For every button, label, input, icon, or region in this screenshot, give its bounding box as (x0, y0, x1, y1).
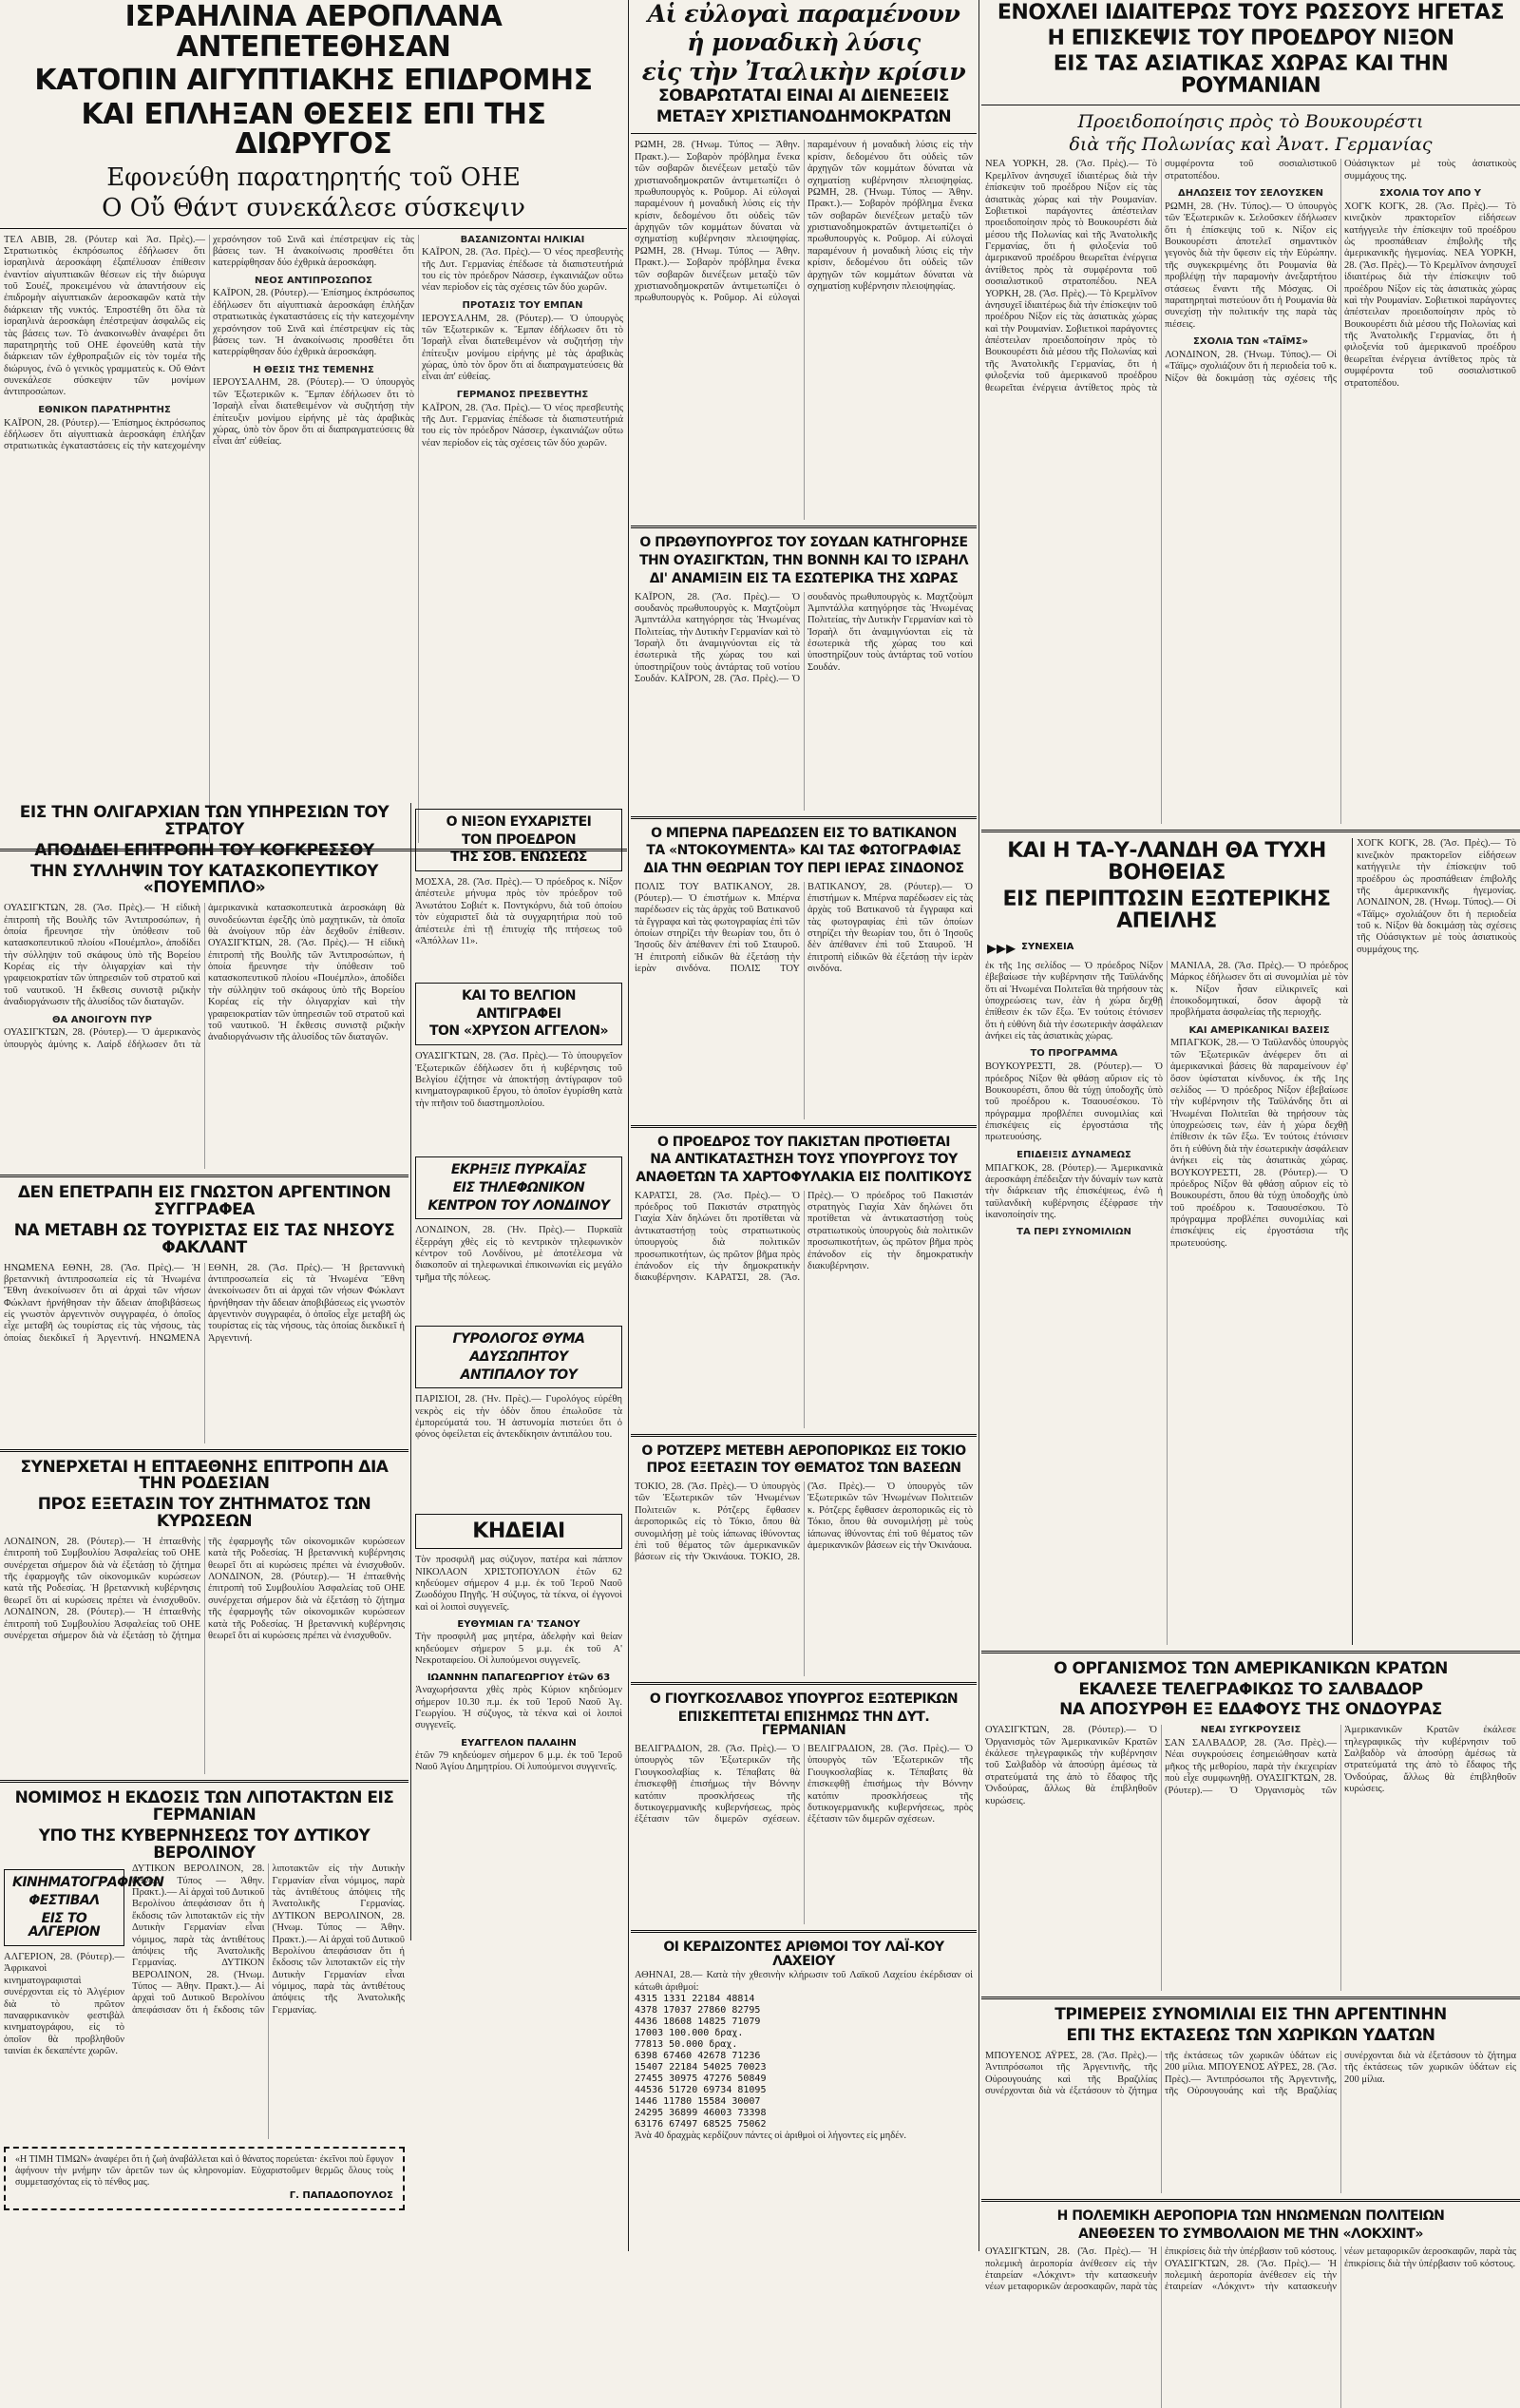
subheadline-italy-2: ΜΕΤΑΞΥ ΧΡΙΣΤΙΑΝΟΔΗΜΟΚΡΑΤΩΝ (656, 106, 952, 126)
column-italy (631, 0, 977, 2251)
headline-thailand-1: ΚΑΙ Η ΤΑ-Υ-ΛΑΝΔΗ ΘΑ ΤΥΧΗ ΒΟΗΘΕΙΑΣ (1007, 839, 1326, 886)
article-sudan-body (635, 592, 973, 811)
article-tokyo-text: ΤΟΚΙΟ, 28. (Ἄσ. Πρὲς).— Ὁ ὑπουργὸς τῶν Ἐξωτερικῶν τῶν Ἡνωμένων Πολιτειῶν κ. Ρότζερς ἔφθασεν ἀεροπορικῶς εἰς τὸ Τόκιο, ὅπου θὰ συνομιλήσῃ μὲ τοὺς ἰάπωνας ἰθύνοντας ἐπὶ τοῦ θέματος τῶν ἀμερικανικῶν βάσεων εἰς τὴν Ὀκινάουα. (635, 1481, 800, 1563)
lottery-note: Ἀνὰ 40 δραχμὰς κερδίζουν πάντες οἱ ἀριθμοὶ οἱ λήγοντες εἰς μηδέν. (635, 2131, 907, 2142)
article-apoy-text: ΧΟΓΚ ΚΟΓΚ, 28. (Ἄσ. Πρὲς).— Τὸ κινεζικὸν πρακτορεῖον εἰδήσεων κατήγγειλε τὴν ἐπίσκεψιν τοῦ προέδρου ὡς προσπάθειαν ἐπιβολῆς τῆς ἀμερικανικῆς ἡγεμονίας. (1344, 201, 1516, 259)
brief-belgium-body: ΟΥΑΣΙΓΚΤΩΝ, 28. (Ἄσ. Πρὲς).— Τὸ ὑπουργεῖον Ἐξωτερικῶν ἐδήλωσεν ὅτι ἡ κυβέρνησις τοῦ Βελγίου ἐζήτησε νὰ ἀποκτήσῃ ἀντίγραφον τοῦ κινηματογραφικοῦ ἔργου, τὸ ὁποῖον ἐγυρίσθη κατὰ τὴν πτῆσιν τοῦ διαστημοπλοίου. (415, 1051, 622, 1109)
article-seluschen-text: ΡΩΜΗ, 28. (Ἠν. Τύπος).— Ὁ ὑπουργὸς τῶν Ἐξωτερικῶν κ. Σελοῦσκεν ἐδήλωσεν ὅτι ἡ ἐπίσκεψις τοῦ κ. Νίξον εἰς Βουκουρέστι ἀποτελεῖ σημαντικὸν γεγονὸς διὰ τὴν ὕφεσιν εἰς τὴν Εὐρώπην. (1165, 201, 1337, 259)
article-israel-p3b: ΙΕΡΟΥΣΑΛΗΜ, 28. (Ρόυτερ).— Ὁ ὑπουργὸς τῶν Ἐξωτερικῶν κ. Ἔμπαν ἐδήλωσεν ὅτι τὸ Ἰσραὴλ εἶναι διατεθειμένον νὰ συζητήσῃ τὴν ἐπίτευξιν μονίμου εἰρήνης μὲ τὰς ἀραβικὰς χώρας, ὑπὸ τὸν ὅρον ὅτι αἱ διαπραγματεύσεις θὰ εἶναι ἀπ' εὐθείας. (213, 377, 414, 448)
article-waters-body (985, 2051, 1516, 2193)
brief-nixon-title-1: Ο ΝΙΞΟΝ ΕΥΧΑΡΙΣΤΕΙ (446, 814, 592, 830)
headline-sudan-2: ΤΗΝ ΟΥΑΣΙΓΚΤΩΝ, ΤΗΝ ΒΟΝΝΗ ΚΑΙ ΤΟ ΙΣΡΑΗΛ (638, 553, 969, 569)
continuation-label: ΣΥΝΕΧΕΙΑ (1021, 942, 1074, 953)
lottery-row: 15407 22184 54025 70023 (635, 2062, 767, 2074)
subhead-talks: ΤΑ ΠΕΡΙ ΣΥΝΟΜΙΛΙΩΝ (1016, 1227, 1131, 1238)
brief-belgium-title-2: ΑΝΤΙΓΡΑΦΕΙ (476, 1005, 561, 1022)
memorial-notice (4, 2147, 405, 2209)
lottery-row: 4315 1331 22184 48814 (635, 1994, 755, 2005)
article-italy-body (635, 140, 973, 520)
festival-box (4, 1869, 164, 1946)
headline-nixon-1: ΕΝΟΧΛΕΙ ΙΔΙΑΙΤΕΡΩΣ ΤΟΥΣ ΡΩΣΣΟΥΣ ΗΓΕΤΑΣ (997, 1, 1505, 25)
headline-yugo-1: Ο ΓΙΟΥΓΚΟΣΛΑΒΟΣ ΥΠΟΥΡΓΟΣ ΕΞΩΤΕΡΙΚΩΝ (649, 1691, 959, 1707)
article-vatican-body (635, 882, 973, 1119)
headline-italy-3: εἰς τὴν Ἰταλικὴν κρίσιν (641, 57, 966, 86)
article-waters-text: ΜΠΟΥΕΝΟΣ ΑΫΡΕΣ, 28. (Ἄσ. Πρὲς).— Ἀντιπρόσωποι τῆς Ἀργεντινῆς, τῆς Οὐρουγουάης καὶ τῆς Βραζιλίας συνέρχονται διὰ νὰ ἐξετάσουν τὸ ζήτημα τῆς ἐκτάσεως τῶν χωρικῶν ὑδάτων εἰς 200 μίλια. (985, 2050, 1337, 2097)
article-israel-p4: ΚΑΪΡΟΝ, 28. (Ἄσ. Πρὲς).— Ὁ νέος πρεσβευτὴς τῆς Δυτ. Γερμανίας ἐπέδωσε τὰ διαπιστευτήριά του εἰς τὸν πρόεδρον Νάσσερ, ἐγκαινιάζων οὕτω νέαν περίοδον εἰς τὰς σχέσεις τῶν δύο χωρῶν. (422, 402, 623, 449)
headline-germans-2: ΥΠΟ ΤΗΣ ΚΥΒΕΡΝΗΣΕΩΣ ΤΟΥ ΔΥΤΙΚΟΥ ΒΕΡΟΛΙΝΟΥ (38, 1825, 370, 1863)
brief-nixon-body: ΜΟΣΧΑ, 28. (Ἄσ. Πρὲς).— Ὁ πρόεδρος κ. Νίξον ἀπέστειλε μήνυμα πρὸς τὸν πρόεδρον τοῦ Ἀνωτάτου Σοβιέτ κ. Ποντγκόρνυ, διὰ τοῦ ὁποίου τὸν εὐχαριστεῖ διὰ τὰ συγχαρητήρια ποὺ τοῦ ἀπέστειλε ἐπὶ τῇ ἐπιτυχίᾳ τῆς πτήσεως τοῦ «Ἀπόλλων 11». (415, 877, 622, 946)
brief-nixon-title-2: ΤΟΝ ΠΡΟΕΔΡΟΝ (461, 831, 577, 848)
article-israel-p4b: ΚΑΪΡΟΝ, 28. (Ἄσ. Πρὲς).— Ὁ νέος πρεσβευτὴς τῆς Δυτ. Γερμανίας ἐπέδωσε τὰ διαπιστευτήριά του εἰς τὸν πρόεδρον Νάσσερ, ἐγκαινιάζων οὕτω νέαν περίοδον εἰς τὰς σχέσεις τῶν δύο χωρῶν. (422, 247, 623, 294)
brief-peddler-body: ΠΑΡΙΣΙΟΙ, 28. (Ἠν. Πρὲς).— Γυρολόγος εὑρέθη νεκρὸς εἰς τὴν ὁδὸν ὅπου ἐπωλοῦσε τὰ ἐμπορεύματά του. Ἡ ἀστυνομία πιστεύει ὅτι ὁ φόνος ὀφείλεται εἰς ἀντεκδίκησιν ἀντιπάλου του. (415, 1394, 622, 1441)
headline-oas-1: Ο ΟΡΓΑΝΙΣΜΟΣ ΤΩΝ ΑΜΕΡΙΚΑΝΙΚΩΝ ΚΡΑΤΩΝ (1054, 1658, 1448, 1678)
article-yugo-text-2: ΒΕΛΙΓΡΑΔΙΟΝ, 28. (Ἄσ. Πρὲς).— Ὁ ὑπουργὸς τῶν Ἐξωτερικῶν τῆς Γιουγκοσλαβίας κ. Τέπαβατς θὰ ἐπισκεφθῇ ἐπισήμως τὴν Βόννην κατόπιν προσκλήσεως τῆς δυτικογερμανικῆς κυβερνήσεως, πρὸς ἐξέτασιν τῶν διμερῶν σχέσεων. (808, 1744, 973, 1825)
article-israel-p2: ΚΑΪΡΟΝ, 28. (Ρόυτερ).— Ἐπίσημος ἐκπρόσωπος ἐδήλωσεν ὅτι αἰγυπτιακὰ ἀεροσκάφη ἐπλήξαν στρατιωτικὰς ἐγκαταστάσεις εἰς τὴν κατεχομένην χερσόνησον τοῦ Σινᾶ καὶ ἐπέστρεψαν εἰς τὰς βάσεις των. Ἡ ἀνακοίνωσις προσθέτει ὅτι κατερρίφθησαν δύο ἐχθρικὰ ἀεροσκάφη. (4, 234, 414, 452)
article-waters-text-2: ΜΠΟΥΕΝΟΣ ΑΫΡΕΣ, 28. (Ἄσ. Πρὲς).— Ἀντιπρόσωποι τῆς Ἀργεντινῆς, τῆς Οὐρουγουάης καὶ τῆς Βραζιλίας συνέρχονται διὰ νὰ ἐξετάσουν τὸ ζήτημα τῆς ἐκτάσεως τῶν χωρικῶν ὑδάτων εἰς 200 μίλια. (1165, 2050, 1516, 2097)
lottery-intro: ΑΘΗΝΑΙ, 28.— Κατὰ τὴν χθεσινὴν κλήρωσιν τοῦ Λαϊκοῦ Λαχείου ἐκέρδισαν οἱ κάτωθι ἀριθμοί: (635, 1970, 973, 1993)
deck-israel-1: Εφονεύθη παρατηρητής τοῦ ΟΗΕ (106, 162, 521, 192)
article-oas-text-2: ΟΥΑΣΙΓΚΤΩΝ, 28. (Ρόυτερ).— Ὁ Ὀργανισμὸς τῶν Ἀμερικανικῶν Κρατῶν ἐκάλεσε τηλεγραφικῶς τὴν κυβέρνησιν τοῦ Σαλβαδὸρ νὰ ἀποσύρῃ ἀμέσως τὰ στρατεύματά της ἀπὸ τὸ ἔδαφος τῆς Ὀνδούρας, ἄλλως θὰ ἐπιβληθοῦν κυρώσεις. (1165, 1725, 1516, 1796)
article-oas-text: ΟΥΑΣΙΓΚΤΩΝ, 28. (Ρόυτερ).— Ὁ Ὀργανισμὸς τῶν Ἀμερικανικῶν Κρατῶν ἐκάλεσε τηλεγραφικῶς τὴν κυβέρνησιν τοῦ Σαλβαδὸρ νὰ ἀποσύρῃ ἀμέσως τὰ στρατεύματά της ἀπὸ τὸ ἔδαφος τῆς Ὀνδούρας, ἄλλως θὰ ἐπιβληθοῦν κυρώσεις. (985, 1725, 1157, 1806)
article-israel-body (4, 235, 623, 843)
article-sudan-text-2: ΚΑΪΡΟΝ, 28. (Ἄσ. Πρὲς).— Ὁ σουδανὸς πρωθυπουργὸς κ. Μαχτζοὺμπ Ἀμπντάλλα κατηγόρησε τὰς Ἡνωμένας Πολιτείας, τὴν Δυτικὴν Γερμανίαν καὶ τὸ Ἰσραὴλ ὅτι ἀναμιγνύονται εἰς τὰ ἐσωτερικὰ τῆς χώρας του καὶ ὑποστηρίζουν τοὺς ἀντάρτας τοῦ νοτίου Σουδάν. (670, 591, 973, 685)
headline-germans-1: ΝΟΜΙΜΟΣ Η ΕΚΔΟΣΙΣ ΤΩΝ ΛΙΠΟΤΑΚΤΩΝ ΕΙΣ ΓΕΡΜΑΝΙΑΝ (14, 1787, 394, 1825)
deck-nixon-2: διὰ τῆς Πολωνίας καὶ Ἀνατ. Γερμανίας (1069, 134, 1433, 156)
column-israel (0, 0, 627, 2251)
headline-oas-2: ΕΚΑΛΕΣΕ ΤΕΛΕΓΡΑΦΙΚΩΣ ΤΟ ΣΑΛΒΑΔΟΡ (1078, 1679, 1423, 1699)
article-germans-text-3: ΔΥΤΙΚΟΝ ΒΕΡΟΛΙΝΟΝ, 28. (Ἠνωμ. Τύπος — Ἀθην. Πρακτ.).— Αἱ ἀρχαὶ τοῦ Δυτικοῦ Βερολίνου ἀπεφάσισαν ὅτι ἡ ἔκδοσις τῶν λιποτακτῶν εἰς τὴν Δυτικὴν Γερμανίαν εἶναι νόμιμος, παρὰ τὰς ἀντιθέτους ἀπόψεις τῆς Ἀνατολικῆς Γερμανίας. (272, 1910, 405, 2016)
headline-sudan-1: Ο ΠΡΩΘΥΠΟΥΡΓΟΣ ΤΟΥ ΣΟΥΔΑΝ ΚΑΤΗΓΟΡΗΣΕ (639, 535, 968, 551)
brief-belgium-title-3: ΤΟΝ «ΧΡΥΣΟΝ ΑΓΓΕΛΟΝ» (428, 1023, 609, 1040)
lottery-row: 44536 51720 69734 81095 (635, 2085, 767, 2096)
headline-israel-line3: ΚΑΙ ΕΠΛΗΞΑΝ ΘΕΣΕΙΣ ΕΠΙ ΤΗΣ ΔΙΩΡΥΓΟΣ (81, 97, 546, 161)
headline-lockheed-1: Η ΠΟΛΕΜΙΚΗ ΑΕΡΟΠΟΡΙΑ ΤΩΝ ΗΝΩΜΕΝΩΝ ΠΟΛΙΤΕΙΩΝ (1056, 2207, 1445, 2224)
subhead-tortures: ΒΑΣΑΝΙΖΟΝΤΑΙ ΗΛΙΚΙΑΙ (460, 234, 585, 245)
article-vatican-text-2: ΠΟΛΙΣ ΤΟΥ ΒΑΤΙΚΑΝΟΥ, 28. (Ρόυτερ).— Ὁ ἐπιστήμων κ. Μπέρνα παρέδωσεν εἰς τὰς ἀρχὰς τοῦ Βατικανοῦ τὰ ἔγγραφα καὶ τὰς φωτογραφίας ἐπὶ τῶν ὁποίων στηρίζει τὴν θεωρίαν του, ὅτι ὁ Ἰησοῦς δὲν ἀπέθανεν ἐπὶ τοῦ Σταυροῦ. Ἡ ἐπιτροπὴ εἰδικῶν θὰ ἐξετάσῃ τὴν ἱερὰν σινδόνα. (730, 881, 973, 975)
brief-nixon-box (415, 809, 622, 871)
headline-rhodesia-2: ΠΡΟΣ ΕΞΕΤΑΣΙΝ ΤΟΥ ΖΗΤΗΜΑΤΟΣ ΤΩΝ ΚΥΡΩΣΕΩΝ (37, 1495, 371, 1532)
headline-waters-2: ΕΠΙ ΤΗΣ ΕΚΤΑΣΕΩΣ ΤΩΝ ΧΩΡΙΚΩΝ ΥΔΑΤΩΝ (1066, 2026, 1435, 2046)
article-israel-p3: ΙΕΡΟΥΣΑΛΗΜ, 28. (Ρόυτερ).— Ὁ ὑπουργὸς τῶν Ἐξωτερικῶν κ. Ἔμπαν ἐδήλωσεν ὅτι τὸ Ἰσραὴλ εἶναι διατεθειμένον νὰ συζητήσῃ τὴν ἐπίτευξιν μονίμου εἰρήνης μὲ τὰς ἀραβικὰς χώρας, ὑπὸ τὸν ὅρον ὅτι αἱ διαπραγματεύσεις θὰ εἶναι ἀπ' εὐθείας. (422, 313, 623, 383)
article-vatican-text: ΠΟΛΙΣ ΤΟΥ ΒΑΤΙΚΑΝΟΥ, 28. (Ρόυτερ).— Ὁ ἐπιστήμων κ. Μπέρνα παρέδωσεν εἰς τὰς ἀρχὰς τοῦ Βατικανοῦ τὰ ἔγγραφα καὶ τὰς φωτογραφίας ἐπὶ τῶν ὁποίων στηρίζει τὴν θεωρίαν του, ὅτι ὁ Ἰησοῦς δὲν ἀπέθανεν ἐπὶ τοῦ Σταυροῦ. Ἡ ἐπιτροπὴ εἰδικῶν θὰ ἐξετάσῃ τὴν ἱερὰν σινδόνα. (635, 881, 800, 975)
headline-lottery: ΟΙ ΚΕΡΔΙΖΟΝΤΕΣ ΑΡΙΘΜΟΙ ΤΟΥ ΛΑΪ-ΚΟΥ ΛΑΧΕΙΟΥ (663, 1940, 944, 1969)
article-oas-body (985, 1725, 1516, 1991)
headline-thailand-2: ΕΙΣ ΠΕΡΙΠΤΩΣΙΝ ΕΞΩΤΕΡΙΚΗΣ ΑΠΕΙΛΗΣ (1002, 887, 1331, 933)
lottery-row: 24295 36899 46003 73398 (635, 2108, 767, 2119)
lottery-row: 27455 30975 47276 50849 (635, 2074, 767, 2085)
subhead-clashes: ΝΕΑΙ ΣΥΓΚΡΟΥΣΕΙΣ (1200, 1725, 1302, 1736)
brief-peddler-title-3: ΑΝΤΙΠΑΛΟΥ ΤΟΥ (460, 1366, 578, 1383)
lottery-row: 4436 18608 14825 71079 (635, 2016, 761, 2028)
brief-fire-title-1: ΕΚΡΗΞΙΣ ΠΥΡΚΑΪΑΣ (450, 1162, 587, 1178)
festival-title-2: ΦΕΣΤΙΒΑΛ (28, 1893, 100, 1909)
lottery-row: 6398 67460 42678 71236 (635, 2051, 761, 2062)
subhead-forces: ΕΠΙΔΕΙΞΙΣ ΔΥΝΑΜΕΩΣ (1016, 1149, 1131, 1160)
headline-waters-1: ΤΡΙΜΕΡΕΙΣ ΣΥΝΟΜΙΛΙΑΙ ΕΙΣ ΤΗΝ ΑΡΓΕΝΤΙΝΗΝ (1054, 2005, 1447, 2025)
article-lockheed-text-2: ΟΥΑΣΙΓΚΤΩΝ, 28. (Ἄσ. Πρὲς).— Ἡ πολεμικὴ ἀεροπορία ἀνέθεσεν εἰς τὴν ἑταιρείαν «Λόκχιντ» τὴν κατασκευὴν νέων μεταφορικῶν ἀεροσκαφῶν, παρὰ τὰς ἐπικρίσεις διὰ τὴν ὑπέρβασιν τοῦ κόστους. (1165, 2246, 1516, 2293)
festival-title-3: ΕΙΣ ΤΟ ΑΛΓΕΡΙΟΝ (28, 1910, 101, 1940)
headline-argentine-1: ΔΕΝ ΕΠΕΤΡΑΠΗ ΕΙΣ ΓΝΩΣΤΟΝ ΑΡΓΕΝΤΙΝΟΝ ΣΥΓΓΡΑΦΕΑ (17, 1183, 391, 1220)
article-pakistan-text-2: ΚΑΡΑΤΣΙ, 28. (Ἄσ. Πρὲς).— Ὁ πρόεδρος τοῦ Πακιστάν στρατηγὸς Γιαχία Χὰν δηλώνει ὅτι προτίθεται νὰ ἀντικαταστήσῃ τοὺς στρατιωτικοὺς ὑπουργοὺς διὰ πολιτικῶν προσωπικοτήτων, ὡς πρῶτον βῆμα πρὸς ἐπάνοδον εἰς τὴν δημοκρατικὴν διακυβέρνησιν. (706, 1190, 973, 1284)
subhead-new-representative: ΝΕΟΣ ΑΝΤΙΠΡΟΣΩΠΟΣ (255, 275, 372, 286)
article-times-text: ΛΟΝΔΙΝΟΝ, 28. (Ἠνωμ. Τύπος).— Οἱ «Τάϊμς» σχολιάζουν ὅτι ἡ περιοδεία τοῦ κ. Νίξον θὰ δοκιμάσῃ τὰς σχέσεις τῆς Οὐάσιγκτων μὲ τοὺς ἀσιατικοὺς συμμάχους της. (1165, 159, 1516, 384)
lottery-row: 77813 50.000 δραχ. (635, 2039, 738, 2051)
article-lockheed-text: ΟΥΑΣΙΓΚΤΩΝ, 28. (Ἄσ. Πρὲς).— Ἡ πολεμικὴ ἀεροπορία ἀνέθεσεν εἰς τὴν ἑταιρείαν «Λόκχιντ» τὴν κατασκευὴν νέων μεταφορικῶν ἀεροσκαφῶν, παρὰ τὰς ἐπικρίσεις διὰ τὴν ὑπέρβασιν τοῦ κόστους. (985, 2246, 1337, 2293)
article-germans-text-2: ΔΥΤΙΚΟΝ ΒΕΡΟΛΙΝΟΝ, 28. (Ἠνωμ. Τύπος — Ἀθην. Πρακτ.).— Αἱ ἀρχαὶ τοῦ Δυτικοῦ Βερολίνου ἀπεφάσισαν ὅτι ἡ ἔκδοσις τῶν λιποτακτῶν εἰς τὴν Δυτικὴν Γερμανίαν εἶναι νόμιμος, παρὰ τὰς ἀντιθέτους ἀπόψεις τῆς Ἀνατολικῆς Γερμανίας. (132, 1863, 405, 2016)
headline-israel-line2: ΚΑΤΟΠΙΝ ΑΙΓΥΠΤΙΑΚΗΣ ΕΠΙΔΡΟΜΗΣ (34, 64, 593, 97)
article-yugo-text: ΒΕΛΙΓΡΑΔΙΟΝ, 28. (Ἄσ. Πρὲς).— Ὁ ὑπουργὸς τῶν Ἐξωτερικῶν τῆς Γιουγκοσλαβίας κ. Τέπαβατς θὰ ἐπισκεφθῇ ἐπισήμως τὴν Βόννην κατόπιν προσκλήσεως τῆς δυτικογερμανικῆς κυβερνήσεως, πρὸς ἐξέτασιν τῶν διμερῶν σχέσεων. (635, 1744, 800, 1825)
headline-nixon-3: ΕΙΣ ΤΑΣ ΑΣΙΑΤΙΚΑΣ ΧΩΡΑΣ ΚΑΙ ΤΗΝ ΡΟΥΜΑΝΙΑΝ (1053, 52, 1449, 99)
article-col5a-text: τῆς συγκεκριμένης ὅτι Ρουμανία θὰ προβλέψῃ τὴν παραμονὴν ἀνεξαρτήτου στάσεως ἔναντι τῆς Μόσχας. Οἱ παρατηρηταὶ πιστεύουν ὅτι ἡ Ρουμανία θὰ συνεχίσῃ τὴν πολιτικήν της παρὰ τὰς πιέσεις. (1165, 259, 1337, 330)
headline-tokyo-1: Ο ΡΟΤΖΕΡΣ ΜΕΤΕΒΗ ΑΕΡΟΠΟΡΙΚΩΣ ΕΙΣ ΤΟΚΙΟ (641, 1443, 966, 1459)
article-rhodesia-text-3: ΛΟΝΔΙΝΟΝ, 28. (Ρόυτερ).— Ἡ ἐπταεθνὴς ἐπιτροπὴ τοῦ Συμβουλίου Ἀσφαλείας τοῦ ΟΗΕ συνέρχεται σήμερον διὰ νὰ ἐξετάσῃ τὸ ζήτημα τῆς ἐφαρμογῆς τῶν οἰκονομικῶν κυρώσεων κατὰ τῆς Ροδεσίας. Ἡ βρεταννικὴ κυβέρνησις θεωρεῖ ὅτι αἱ κυρώσεις πρέπει νὰ ἐνισχυθοῦν. (208, 1572, 405, 1641)
festival-title-1: ΚΙΝΗΜΑΤΟΓΡΑΦΙΚΟΝ (12, 1875, 164, 1891)
subheadline-italy-1: ΣΟΒΑΡΩΤΑΤΑΙ ΕΙΝΑΙ ΑΙ ΔΙΕΝΕΞΕΙΣ (657, 86, 950, 105)
article-italy-text-2: ΡΩΜΗ, 28. (Ἠνωμ. Τύπος — Ἀθην. Πρακτ.).— Σοβαρὸν πρόβλημα ἔνεκα τῶν σοβαρῶν διενέξεων μεταξὺ τῶν χριστιανοδημοκρατῶν ἀντιμετωπίζει ὁ πρωθυπουργὸς κ. Ροῦμορ. Αἱ εὐλογαὶ παραμένουν ἡ μοναδικὴ λύσις εἰς τὴν κρίσιν, δεδομένου ὅτι οὐδεὶς τῶν ἀρχηγῶν τῶν κομμάτων δύναται νὰ σχηματίσῃ κυβέρνησιν πλειοψηφίας. (635, 140, 973, 304)
lottery-table (635, 1994, 973, 2131)
subhead-open-fire: ΘΑ ΑΝΟΙΓΟΥΝ ΠΥΡ (52, 1014, 152, 1025)
column-nixon (981, 0, 1520, 2293)
article-israel-p2b: ΚΑΪΡΟΝ, 28. (Ρόυτερ).— Ἐπίσημος ἐκπρόσωπος ἐδήλωσεν ὅτι αἰγυπτιακὰ ἀεροσκάφη ἐπλήξαν στρατιωτικὰς ἐγκαταστάσεις εἰς τὴν κατεχομένην χερσόνησον τοῦ Σινᾶ καὶ ἐπέστρεψαν εἰς τὰς βάσεις των. Ἡ ἀνακοίνωσις προσθέτει ὅτι κατερρίφθησαν δύο ἐχθρικὰ ἀεροσκάφη. (213, 288, 414, 358)
subhead-observer: ΕΘΝΙΚΟΝ ΠΑΡΑΤΗΡΗΤΗΣ (38, 404, 171, 415)
brief-fire-title-2: ΕΙΣ ΤΗΛΕΦΩΝΙΚΟΝ (452, 1179, 585, 1195)
article-yugo-body (635, 1744, 973, 1924)
lottery-row: 4378 17037 27860 82795 (635, 2005, 761, 2016)
brief-nixon-title-3: ΤΗΣ ΣΟΒ. ΕΝΩΣΕΩΣ (450, 850, 587, 866)
article-bases-text: ΜΠΑΓΚΟΚ, 28.— Ὁ Ταϋλανδὸς ὑπουργὸς τῶν Ἐξωτερικῶν ἀνέφερεν ὅτι αἱ ἀμερικανικαὶ βάσεις θὰ παραμείνουν ἐφ' ὅσον ὑφίσταται κίνδυνος. (1170, 1038, 1348, 1084)
article-germans-body (132, 1863, 405, 2139)
festival-body: ΑΛΓΕΡΙΟΝ, 28. (Ρόυτερ).— Ἀφρικανοὶ κινηματογραφισταὶ συνέρχονται εἰς τὸ Ἀλγέριον διὰ τὸ πρῶτον παναφρικανικὸν φεστιβὰλ κινηματογράφου, εἰς τὸ ὁποῖον θὰ προβληθοῦν ταινίαι ἐκ δεκαπέντε χωρῶν. (4, 1952, 124, 2057)
article-program-text-2: ΒΟΥΚΟΥΡΕΣΤΙ, 28. (Ρόυτερ).— Ὁ πρόεδρος Νίξον θὰ φθάσῃ αὔριον εἰς τὸ Βουκουρέστι, ὅπου θὰ τύχῃ ὑποδοχῆς ὑπὸ τοῦ προέδρου κ. Τσαουσέσκου. Τὸ πρόγραμμα προβλέπει συνομιλίας καὶ ἐπισκέψεις εἰς ἐργοστάσια τῆς πρωτευούσης. (1170, 1167, 1348, 1249)
funeral-1: Τὸν προσφιλῆ μας σύζυγον, πατέρα καὶ πάππον ΝΙΚΟΛΑΟΝ ΧΡΙΣΤΟΠΟΥΛΟΝ ἐτῶν 62 κηδεύομεν σήμερον 4 μ.μ. ἐκ τοῦ Ἱεροῦ Ναοῦ Ζωοδόχου Πηγῆς. Ἡ σύζυγος, τὰ τέκνα, οἱ ἐγγονοὶ καὶ οἱ λοιποὶ συγγενεῖς. (415, 1555, 622, 1613)
subhead-german-ambassador: ΓΕΡΜΑΝΟΣ ΠΡΕΣΒΕΥΤΗΣ (456, 389, 589, 400)
headline-lockheed-2: ΑΝΕΘΕΣΕΝ ΤΟ ΣΥΜΒΟΛΑΙΟΝ ΜΕ ΤΗΝ «ΛΟΚΧΙΝΤ» (1078, 2226, 1423, 2242)
headline-pakistan-1: Ο ΠΡΟΕΔΡΟΣ ΤΟΥ ΠΑΚΙΣΤΑΝ ΠΡΟΤΙΘΕΤΑΙ (657, 1134, 950, 1150)
headline-italy-1: Αἱ εὐλογαὶ παραμένουν (647, 0, 960, 28)
article-pakistan-body (635, 1191, 973, 1428)
headline-rhodesia-1: ΣΥΝΕΡΧΕΤΑΙ Η ΕΠΤΑΕΘΝΗΣ ΕΠΙΤΡΟΠΗ ΔΙΑ ΤΗΝ ΡΟΔΕΣΙΑΝ (20, 1457, 389, 1494)
funeral-4: ἐτῶν 79 κηδεύομεν σήμερον 6 μ.μ. ἐκ τοῦ Ἱεροῦ Ναοῦ Ἁγίου Δημητρίου. Οἱ λυπούμενοι συγγενεῖς. (415, 1749, 622, 1773)
article-nixon-text-3: ΝΕΑ ΥΟΡΚΗ, 28. (Ἄσ. Πρὲς).— Τὸ Κρεμλῖνον ἀνησυχεῖ ἰδιαιτέρως διὰ τὴν ἐπίσκεψιν τοῦ προέδρου Νίξον εἰς τὰς ἀσιατικὰς χώρας καὶ τὴν Ρουμανίαν. Σοβιετικοὶ παράγοντες ἀπέστειλαν προειδοποίησιν πρὸς τὸ Βουκουρέστι διὰ μέσου τῆς Πολωνίας καὶ τῆς Ἀνατολικῆς Γερμανίας, ὅτι ἡ φιλοξενία τοῦ ἀμερικανοῦ προέδρου θεωρεῖται ἐνέργεια ἀντίθετος πρὸς τὰ συμφέροντα τοῦ σοσιαλιστικοῦ στρατοπέδου. (1344, 248, 1516, 389)
article-thailand-body (985, 961, 1348, 1645)
article-thailand (981, 838, 1352, 1644)
article-sudan-text: ΚΑΪΡΟΝ, 28. (Ἄσ. Πρὲς).— Ὁ σουδανὸς πρωθυπουργὸς κ. Μαχτζοὺμπ Ἀμπντάλλα κατηγόρησε τὰς Ἡνωμένας Πολιτείας, τὴν Δυτικὴν Γερμανίαν καὶ τὸ Ἰσραὴλ ὅτι ἀναμιγνύονται εἰς τὰ ἐσωτερικὰ τῆς χώρας του καὶ ὑποστηρίζουν τοὺς ἀντάρτας τοῦ νοτίου Σουδάν. (635, 591, 800, 685)
headline-israel-line1: ΙΣΡΑΗΛΙΝΑ ΑΕΡΟΠΛΑΝΑ ΑΝΤΕΠΕΤΕΘΗΣΑΝ (124, 0, 503, 64)
memorial-notice-signature: Γ. ΠΑΠΑΔΟΠΟΥΛΟΣ (289, 2189, 393, 2201)
headline-vatican-3: ΔΙΑ ΤΗΝ ΘΕΩΡΙΑΝ ΤΟΥ ΠΕΡΙ ΙΕΡΑΣ ΣΙΝΔΟΝΟΣ (643, 860, 964, 876)
subhead-bases: ΚΑΙ ΑΜΕΡΙΚΑΝΙΚΑΙ ΒΑΣΕΙΣ (1188, 1024, 1330, 1036)
headline-vatican-2: ΤΑ «ΝΤΟΚΟΥΜΕΝΤΑ» ΚΑΙ ΤΑΣ ΦΩΤΟΓΡΑΦΙΑΣ (646, 843, 961, 859)
memorial-notice-text: «Η ΤΙΜΗ ΤΙΜΩΝ» ἀναφέρει ὅτι ἡ ζωὴ ἀναβάλλεται καὶ ὁ θάνατος πορεύεται· ἐκεῖνοι ποὺ ἔφυγον ἀφήνουν τὴν μνήμην τῶν ἀρετῶν των ὡς κληρονομίαν. Εὐχαριστοῦμεν θερμῶς ὅλους τοὺς συμμετασχόντας εἰς τὸ πένθος μας. (15, 2154, 393, 2188)
article-tokyo-text-2: ΤΟΚΙΟ, 28. (Ἄσ. Πρὲς).— Ὁ ὑπουργὸς τῶν Ἐξωτερικῶν τῶν Ἡνωμένων Πολιτειῶν κ. Ρότζερς ἔφθασεν ἀεροπορικῶς εἰς τὸ Τόκιο, ὅπου θὰ συνομιλήσῃ μὲ τοὺς ἰάπωνας ἰθύνοντας ἐπὶ τοῦ θέματος τῶν ἀμερικανικῶν βάσεων εἰς τὴν Ὀκινάουα. (750, 1481, 973, 1563)
headline-vatican-1: Ο ΜΠΕΡΝΑ ΠΑΡΕΔΩΣΕΝ ΕΙΣ ΤΟ ΒΑΤΙΚΑΝΟΝ (651, 825, 957, 841)
funeral-2: Τὴν προσφιλῆ μας μητέρα, ἀδελφὴν καὶ θείαν κηδεύομεν σήμερον 5 μ.μ. ἐκ τοῦ Α' Νεκροταφείου. Οἱ λυπούμενοι συγγενεῖς. (415, 1632, 622, 1666)
article-times-text-2: ΛΟΝΔΙΝΟΝ, 28. (Ἠνωμ. Τύπος).— Οἱ «Τάϊμς» σχολιάζουν ὅτι ἡ περιοδεία τοῦ κ. Νίξον θὰ δοκιμάσῃ τὰς σχέσεις τῆς Οὐάσιγκτων μὲ τοὺς ἀσιατικοὺς συμμάχους της. (1357, 897, 1516, 955)
headline-sudan-3: ΔΙ' ΑΝΑΜΙΞΙΝ ΕΙΣ ΤΑ ΕΣΩΤΕΡΙΚΑ ΤΗΣ ΧΩΡΑΣ (649, 570, 959, 586)
continuation-arrows-icon: ▸▸▸ (987, 935, 1016, 959)
brief-belgium-title-1: ΚΑΙ ΤΟ ΒΕΛΓΙΟΝ (462, 988, 576, 1004)
headline-nixon-2: Η ΕΠΙΣΚΕΨΙΣ ΤΟΥ ΠΡΟΕΔΡΟΥ ΝΙΞΟΝ (1047, 27, 1454, 51)
headline-oas-3: ΝΑ ΑΠΟΣΥΡΘΗ ΕΞ ΕΔΑΦΟΥΣ ΤΗΣ ΟΝΔΟΥΡΑΣ (1059, 1700, 1442, 1720)
article-argentine-text: ΗΝΩΜΕΝΑ ΕΘΝΗ, 28. (Ἄσ. Πρὲς).— Ἡ βρεταννικὴ ἀντιπροσωπεία εἰς τὰ Ἡνωμένα Ἔθνη ἀνεκοίνωσεν ὅτι αἱ ἀρχαὶ τῶν νήσων Φώκλαντ ἠρνήθησαν τὴν ἄδειαν ἀποβιβάσεως εἰς γνωστὸν ἀργεντινὸν συγγραφέα, ὁ ὁποῖος εἶχε μεταβῆ ὡς τουρίστας εἰς τὰς νήσους, τὰς ὁποίας διεκδικεῖ ἡ Ἀργεντινή. (4, 1262, 200, 1344)
article-germans-text: ΔΥΤΙΚΟΝ ΒΕΡΟΛΙΝΟΝ, 28. (Ἠνωμ. Τύπος — Ἀθην. Πρακτ.).— Αἱ ἀρχαὶ τοῦ Δυτικοῦ Βερολίνου ἀπεφάσισαν ὅτι ἡ ἔκδοσις τῶν λιποτακτῶν εἰς τὴν Δυτικὴν Γερμανίαν εἶναι νόμιμος, παρὰ τὰς ἀντιθέτους ἀπόψεις τῆς Ἀνατολικῆς Γερμανίας. (132, 1863, 265, 1969)
article-nixon-body (985, 159, 1516, 824)
headline-yugo-2: ΕΠΙΣΚΕΠΤΕΤΑΙ ΕΠΙΣΗΜΩΣ ΤΗΝ ΔΥΤ. ΓΕΡΜΑΝΙΑΝ (677, 1709, 930, 1739)
brief-fire-title-3: ΚΕΝΤΡΟΝ ΤΟΥ ΛΟΝΔΙΝΟΥ (428, 1197, 610, 1214)
subhead-yemen: Η ΘΕΣΙΣ ΤΗΣ ΤΕΜΕΝΗΣ (253, 364, 374, 375)
funeral-name-2: ΙΩΑΝΝΗΝ ΠΑΠΑΓΕΩΡΓΙΟΥ ἐτῶν 63 (427, 1672, 611, 1684)
article-program-text: ΒΟΥΚΟΥΡΕΣΤΙ, 28. (Ρόυτερ).— Ὁ πρόεδρος Νίξον θὰ φθάσῃ αὔριον εἰς τὸ Βουκουρέστι, ὅπου θὰ τύχῃ ὑποδοχῆς ὑπὸ τοῦ προέδρου κ. Τσαουσέσκου. Τὸ πρόγραμμα προβλέπει συνομιλίας καὶ ἐπισκέψεις εἰς ἐργοστάσια τῆς πρωτευούσης. (985, 1061, 1163, 1143)
headline-tokyo-2: ΠΡΟΣ ΕΞΕΤΑΣΙΝ ΤΟΥ ΘΕΜΑΤΟΣ ΤΩΝ ΒΑΣΕΩΝ (646, 1461, 961, 1477)
subhead-eban-proposal: ΠΡΟΤΑΣΙΣ ΤΟΥ ΕΜΠΑΝ (462, 299, 583, 311)
article-tokyo-body (635, 1481, 973, 1676)
subhead-apoy: ΣΧΟΛΙΑ ΤΟΥ ΑΠΟ Υ (1378, 188, 1482, 200)
article-argentine-text-2: ΗΝΩΜΕΝΑ ΕΘΝΗ, 28. (Ἄσ. Πρὲς).— Ἡ βρεταννικὴ ἀντιπροσωπεία εἰς τὰ Ἡνωμένα Ἔθνη ἀνεκοίνωσεν ὅτι αἱ ἀρχαὶ τῶν νήσων Φώκλαντ ἠρνήθησαν τὴν ἄδειαν ἀποβιβάσεως εἰς γνωστὸν ἀργεντινὸν συγγραφέα, ὁ ὁποῖος εἶχε μεταβῆ ὡς τουρίστας εἰς τὰς νήσους, τὰς ὁποίας διεκδικεῖ ἡ Ἀργεντινή. (149, 1262, 405, 1344)
article-clashes-text: ΣΑΝ ΣΑΛΒΑΔΟΡ, 28. (Ἄσ. Πρὲς).— Νέαι συγκρούσεις ἐσημειώθησαν κατὰ μῆκος τῆς μεθορίου, παρὰ τὴν ἐκεχειρίαν ποὺ εἶχε συμφωνηθῇ. (1165, 1738, 1337, 1785)
article-italy-text: ΡΩΜΗ, 28. (Ἠνωμ. Τύπος — Ἀθην. Πρακτ.).— Σοβαρὸν πρόβλημα ἔνεκα τῶν σοβαρῶν διενέξεων μεταξὺ τῶν χριστιανοδημοκρατῶν ἀντιμετωπίζει ὁ πρωθυπουργὸς κ. Ροῦμορ. Αἱ εὐλογαὶ παραμένουν ἡ μοναδικὴ λύσις εἰς τὴν κρίσιν, δεδομένου ὅτι οὐδεὶς τῶν ἀρχηγῶν τῶν κομμάτων δύναται νὰ σχηματίσῃ κυβέρνησιν πλειοψηφίας. (635, 140, 800, 245)
headline-cia-2: ΑΠΟΔΙΔΕΙ ΕΠΙΤΡΟΠΗ ΤΟΥ ΚΟΓΚΡΕΣΣΟΥ (34, 840, 374, 860)
subhead-times: ΣΧΟΛΙΑ ΤΩΝ «ΤΑΪΜΣ» (1193, 336, 1308, 348)
headline-italy-2: ἡ μοναδικὴ λύσις (687, 29, 921, 57)
brief-peddler-title-2: ΑΔΥΣΩΠΗΤΟΥ (469, 1348, 568, 1365)
article-rhodesia-text: ΛΟΝΔΙΝΟΝ, 28. (Ρόυτερ).— Ἡ ἐπταεθνὴς ἐπιτροπὴ τοῦ Συμβουλίου Ἀσφαλείας τοῦ ΟΗΕ συνέρχεται σήμερον διὰ νὰ ἐξετάσῃ τὸ ζήτημα τῆς ἐφαρμογῆς τῶν οἰκονομικῶν κυρώσεων κατὰ τῆς Ροδεσίας. Ἡ βρεταννικὴ κυβέρνησις θεωρεῖ ὅτι αἱ κυρώσεις πρέπει νὰ ἐνισχυθοῦν. (4, 1536, 200, 1606)
lottery-row: 1446 11780 15584 30007 (635, 2096, 761, 2108)
funeral-3: Ἀναχωρήσαντα χθὲς πρὸς Κύριον κηδεύομεν σήμερον 10.30 π.μ. ἐκ τοῦ Ἱεροῦ Ναοῦ Ἁγ. Γεωργίου. Ἡ σύζυγος, τὰ τέκνα καὶ οἱ λοιποὶ συγγενεῖς. (415, 1685, 622, 1731)
article-argentine-body (4, 1263, 405, 1443)
brief-belgium-box (415, 983, 622, 1045)
article-china-body (1357, 838, 1516, 1275)
funerals-title: ΚΗΔΕΙΑΙ (472, 1519, 565, 1544)
article-pakistan-text: ΚΑΡΑΤΣΙ, 28. (Ἄσ. Πρὲς).— Ὁ πρόεδρος τοῦ Πακιστάν στρατηγὸς Γιαχία Χὰν δηλώνει ὅτι προτίθεται νὰ ἀντικαταστήσῃ τοὺς στρατιωτικοὺς ὑπουργοὺς διὰ πολιτικῶν προσωπικοτήτων, ὡς πρῶτον βῆμα πρὸς ἐπάνοδον εἰς τὴν δημοκρατικὴν διακυβέρνησιν. (635, 1190, 800, 1284)
column-right-narrow (1352, 838, 1520, 1644)
headline-argentine-2: ΝΑ ΜΕΤΑΒΗ ΩΣ ΤΟΥΡΙΣΤΑΣ ΕΙΣ ΤΑΣ ΝΗΣΟΥΣ ΦΑΚΛΑΝΤ (13, 1220, 395, 1257)
article-lockheed-body (985, 2246, 1516, 2408)
article-nixon-text: ΝΕΑ ΥΟΡΚΗ, 28. (Ἄσ. Πρὲς).— Τὸ Κρεμλῖνον ἀνησυχεῖ ἰδιαιτέρως διὰ τὴν ἐπίσκεψιν τοῦ προέδρου Νίξον εἰς τὰς ἀσιατικὰς χώρας καὶ τὴν Ρουμανίαν. Σοβιετικοὶ παράγοντες ἀπέστειλαν προειδοποίησιν πρὸς τὸ Βουκουρέστι διὰ μέσου τῆς Πολωνίας καὶ τῆς Ἀνατολικῆς Γερμανίας, ὅτι ἡ φιλοξενία τοῦ ἀμερικανοῦ προέδρου θεωρεῖται ἐνέργεια ἀντίθετος πρὸς τὰ συμφέροντα τοῦ σοσιαλιστικοῦ στρατοπέδου. (985, 159, 1157, 288)
article-fire-text: ΟΥΑΣΙΓΚΤΩΝ, 28. (Ρόυτερ).— Ὁ ἀμερικανὸς ὑπουργὸς ἀμύνης κ. Λαίρδ ἐδήλωσεν ὅτι τὰ ἀμερικανικὰ κατασκοπευτικὰ ἀεροσκάφη θὰ συνοδεύωνται ἐφεξῆς ὑπὸ μαχητικῶν, τὰ ὁποῖα θὰ ἀνοίγουν πῦρ ἐὰν δεχθοῦν ἐπίθεσιν. (4, 903, 405, 1050)
lottery-row: 17003 100.000 δραχ. (635, 2028, 744, 2039)
article-thailand-text: ἐκ τῆς 1ης σελίδος — Ὁ πρόεδρος Νίξον ἐβεβαίωσε τὴν κυβέρνησιν τῆς Ταϋλάνδης ὅτι αἱ Ἡνωμέναι Πολιτεῖαι θὰ τηρήσουν τὰς ὑποχρεώσεις των, ἐὰν ἡ χώρα δεχθῇ ἐπίθεσιν ἐκ τῶν ἔξω. Ἐν τούτοις ἐτόνισεν ὅτι ἡ εὐθύνη διὰ τὴν ἐσωτερικὴν ἀσφάλειαν ἀνήκει εἰς τὰς ἀσιατικὰς χώρας. (985, 960, 1163, 1042)
article-nixon-text-2: ΝΕΑ ΥΟΡΚΗ, 28. (Ἄσ. Πρὲς).— Τὸ Κρεμλῖνον ἀνησυχεῖ ἰδιαιτέρως διὰ τὴν ἐπίσκεψιν τοῦ προέδρου Νίξον εἰς τὰς ἀσιατικὰς χώρας καὶ τὴν Ρουμανίαν. Σοβιετικοὶ παράγοντες ἀπέστειλαν προειδοποίησιν πρὸς τὸ Βουκουρέστι διὰ μέσου τῆς Πολωνίας καὶ τῆς Ἀνατολικῆς Γερμανίας, ὅτι ἡ φιλοξενία τοῦ ἀμερικανοῦ προέδρου θεωρεῖται ἐνέργεια ἀντίθετος πρὸς τὰ συμφέροντα τοῦ σοσιαλιστικοῦ στρατοπέδου. (985, 159, 1337, 393)
article-talks-text: ΜΑΝΙΛΑ, 28. (Ἄσ. Πρὲς).— Ὁ πρόεδρος Μάρκος ἐδήλωσεν ὅτι αἱ συνομιλίαι μὲ τὸν κ. Νίξον ἦσαν εἰλικρινεῖς καὶ ἐποικοδομητικαί, ὅσον ἀφορᾷ τὰ προβλήματα ἀσφαλείας τῆς περιοχῆς. (1170, 960, 1348, 1019)
funeral-name-3: ΕΥΑΓΓΕΛΟΝ ΠΑΛΑΙΗΝ (461, 1737, 577, 1749)
article-israel-lead: ΤΕΛ ΑΒΙΒ, 28. (Ρόυτερ καὶ Ἀσ. Πρὲς).— Στρατιωτικὸς ἐκπρόσωπος ἐδήλωσεν ὅτι ἰσραηλινὰ ἀεροσκάφη ἐξαπέλυσαν ἐπίθεσιν ἐναντίον αἰγυπτιακῶν θέσεων εἰς τὴν διώρυγα τοῦ Σουέζ, προκειμένου νὰ ἀπαντήσουν εἰς ἐπιδρομὴν αἰγυπτιακῶν ἀεροσκαφῶν κατὰ τὴν διάρκειαν τῆς νυκτός. Ἐπροστέθη ὅτι ὅλα τὰ ἰσραηλινὰ ἀεροσκάφη ἐπέστρεψαν ἀσφαλῶς εἰς τὰς βάσεις των. Τὸ ἀνακοινωθὲν ἀναφέρει ὅτι παρατηρητὴς τοῦ ΟΗΕ ἐφονεύθη κατὰ τὴν διάρκειαν τῶν ἐχθροπραξιῶν εἰς τὸν τομέα τῆς διώρυγος, ἐνῶ ὁ γενικὸς γραμματεὺς κ. Οὔ Θάντ συνεκάλεσε σύσκεψιν τῶν μονίμων ἀντιπροσώπων. (4, 234, 205, 398)
headline-cia-1: ΕΙΣ ΤΗΝ ΟΛΙΓΑΡΧΙΑΝ ΤΩΝ ΥΠΗΡΕΣΙΩΝ ΤΟΥ ΣΤΡΑΤΟΥ (19, 803, 390, 839)
article-apoy-text-2: ΧΟΓΚ ΚΟΓΚ, 28. (Ἄσ. Πρὲς).— Τὸ κινεζικὸν πρακτορεῖον εἰδήσεων κατήγγειλε τὴν ἐπίσκεψιν τοῦ προέδρου ὡς προσπάθειαν ἐπιβολῆς τῆς ἀμερικανικῆς ἡγεμονίας. (1357, 838, 1516, 896)
subhead-program: ΤΟ ΠΡΟΓΡΑΜΜΑ (1030, 1048, 1118, 1060)
funerals-box (415, 1514, 622, 1549)
deck-israel-2: Ο Οὔ Θάντ συνεκάλεσε σύσκεψιν (102, 193, 525, 222)
article-cia-text: ΟΥΑΣΙΓΚΤΩΝ, 28. (Ἄσ. Πρὲς).— Ἡ εἰδικὴ ἐπιτροπὴ τῆς Βουλῆς τῶν Ἀντιπροσώπων, ἡ ὁποία ἤρευνησε τὴν ὑπόθεσιν τοῦ κατασκοπευτικοῦ πλοίου «Πουέμπλο», ἀποδίδει τὴν σύλληψιν τοῦ σκάφους ὑπὸ τῆς Βορείου Κορέας εἰς τὴν ὀλιγαρχίαν καὶ τὴν γραφειοκρατίαν τῶν ὑπηρεσιῶν τοῦ στρατοῦ καὶ τοῦ ναυτικοῦ. Ἡ ἔκθεσις συνιστᾷ ριζικὴν ἀναδιοργάνωσιν τῆς ἀλυσίδος τῶν διαταγῶν. (4, 903, 200, 1008)
brief-fire-body: ΛΟΝΔΙΝΟΝ, 28. (Ἠν. Πρὲς).— Πυρκαϊὰ ἐξερράγη χθὲς εἰς τὸ κεντρικὸν τηλεφωνικὸν κέντρον τοῦ Λονδίνου, μὲ ἀποτέλεσμα νὰ διακοποῦν αἱ τηλεφωνικαὶ ἐπικοινωνίαι εἰς μεγάλο τμῆμα τῆς πόλεως. (415, 1225, 622, 1283)
article-italy-text-3: ΡΩΜΗ, 28. (Ἠνωμ. Τύπος — Ἀθην. Πρακτ.).— Σοβαρὸν πρόβλημα ἔνεκα τῶν σοβαρῶν διενέξεων μεταξὺ τῶν χριστιανοδημοκρατῶν ἀντιμετωπίζει ὁ πρωθυπουργὸς κ. Ροῦμορ. Αἱ εὐλογαὶ παραμένουν ἡ μοναδικὴ λύσις εἰς τὴν κρίσιν, δεδομένου ὅτι οὐδεὶς τῶν ἀρχηγῶν τῶν κομμάτων δύναται νὰ σχηματίσῃ κυβέρνησιν πλειοψηφίας. (808, 186, 973, 292)
brief-peddler-title-1: ΓΥΡΟΛΟΓΟΣ ΘΥΜΑ (452, 1331, 585, 1347)
article-forces-text: ΜΠΑΓΚΟΚ, 28. (Ρόυτερ).— Ἀμερικανικὰ ἀεροσκάφη ἐπέδειξαν τὴν δύναμίν των κατὰ τὴν διάρκειαν τῆς ἐπισκέψεως, ἐνῶ ἡ ταϋλανδικὴ κυβέρνησις ἐξέφρασε τὴν ἱκανοποίησίν της. (985, 1162, 1163, 1221)
article-rhodesia-text-2: ΛΟΝΔΙΝΟΝ, 28. (Ρόυτερ).— Ἡ ἐπταεθνὴς ἐπιτροπὴ τοῦ Συμβουλίου Ἀσφαλείας τοῦ ΟΗΕ συνέρχεται σήμερον διὰ νὰ ἐξετάσῃ τὸ ζήτημα τῆς ἐφαρμογῆς τῶν οἰκονομικῶν κυρώσεων κατὰ τῆς Ροδεσίας. Ἡ βρεταννικὴ κυβέρνησις θεωρεῖ ὅτι αἱ κυρώσεις πρέπει νὰ ἐνισχυθοῦν. (4, 1536, 405, 1641)
headline-pakistan-3: ΑΝΑΘΕΤΩΝ ΤΑ ΧΑΡΤΟΦΥΛΑΚΙΑ ΕΙΣ ΠΟΛΙΤΙΚΟΥΣ (636, 1169, 972, 1185)
deck-nixon-1: Προειδοποίησις πρὸς τὸ Βουκουρέστι (1077, 111, 1424, 133)
subhead-seluschen: ΔΗΛΩΣΕΙΣ ΤΟΥ ΣΕΛΟΥΣΚΕΝ (1177, 188, 1323, 200)
funeral-name-1: ΕΥΘΥΜΙΑΝ ΓΑ' ΤΣΑΝΟΥ (457, 1619, 580, 1631)
article-thailand-text-2: ἐκ τῆς 1ης σελίδος — Ὁ πρόεδρος Νίξον ἐβεβαίωσε τὴν κυβέρνησιν τῆς Ταϋλάνδης ὅτι αἱ Ἡνωμέναι Πολιτεῖαι θὰ τηρήσουν τὰς ὑποχρεώσεις των, ἐὰν ἡ χώρα δεχθῇ ἐπίθεσιν ἐκ τῶν ἔξω. Ἐν τούτοις ἐτόνισεν ὅτι ἡ εὐθύνη διὰ τὴν ἐσωτερικὴν ἀσφάλειαν ἀνήκει εἰς τὰς ἀσιατικὰς χώρας. (1170, 1073, 1349, 1167)
lottery-row: 63176 67497 68525 75062 (635, 2119, 767, 2131)
brief-peddler-box (415, 1326, 622, 1388)
article-cia-body (4, 903, 405, 1169)
brief-fire-box (415, 1156, 622, 1219)
headline-cia-3: ΤΗΝ ΣΥΛΛΗΨΙΝ ΤΟΥ ΚΑΤΑΣΚΟΠΕΥΤΙΚΟΥ «ΠΟΥΕΜΠΛΟ» (30, 861, 378, 898)
article-cia-text-2: ΟΥΑΣΙΓΚΤΩΝ, 28. (Ἄσ. Πρὲς).— Ἡ εἰδικὴ ἐπιτροπὴ τῆς Βουλῆς τῶν Ἀντιπροσώπων, ἡ ὁποία ἤρευνησε τὴν ὑπόθεσιν τοῦ κατασκοπευτικοῦ πλοίου «Πουέμπλο», ἀποδίδει τὴν σύλληψιν τοῦ σκάφους ὑπὸ τῆς Βορείου Κορέας εἰς τὴν ὀλιγαρχίαν καὶ τὴν γραφειοκρατίαν τῶν ὑπηρεσιῶν τοῦ στρατοῦ καὶ τοῦ ναυτικοῦ. Ἡ ἔκθεσις συνιστᾷ ριζικὴν ἀναδιοργάνωσιν τῆς ἀλυσίδος τῶν διαταγῶν. (208, 938, 405, 1043)
article-rhodesia-body (4, 1537, 405, 1774)
column-briefs (410, 803, 626, 1940)
headline-pakistan-2: ΝΑ ΑΝΤΙΚΑΤΑΣΤΗΣΗ ΤΟΥΣ ΥΠΟΥΡΓΟΥΣ ΤΟΥ (650, 1152, 958, 1168)
